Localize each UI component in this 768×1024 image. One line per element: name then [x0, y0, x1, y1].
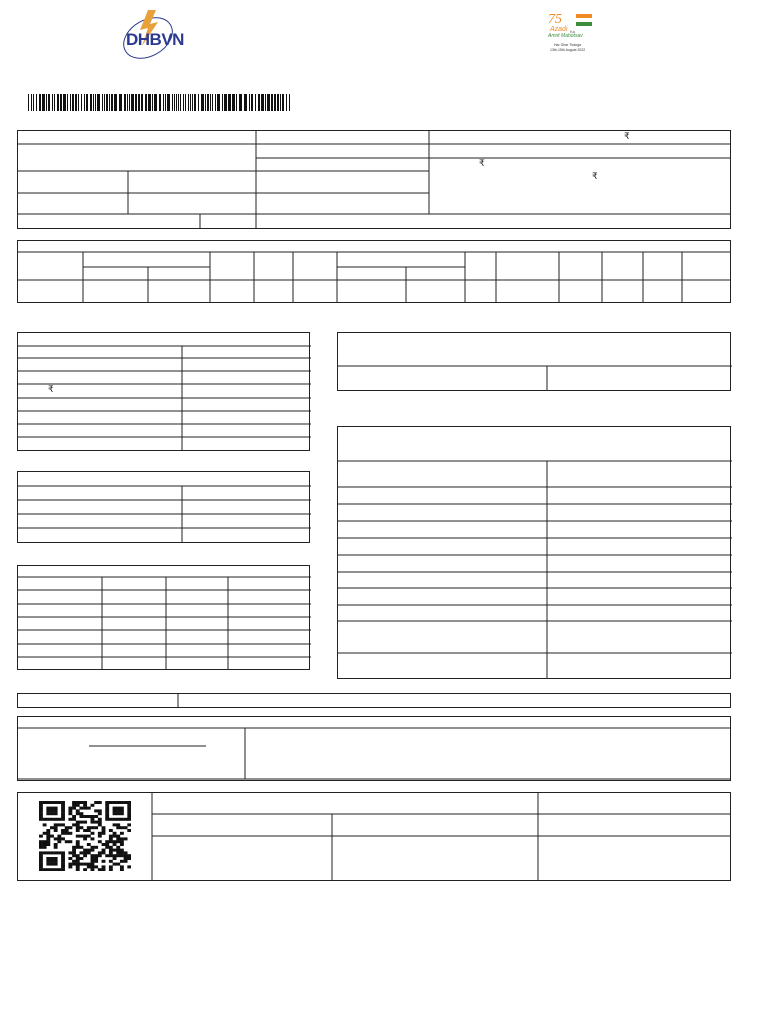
qr-code-icon	[39, 801, 131, 871]
payment-info-grid	[17, 471, 311, 544]
dhbvn-logo	[118, 8, 188, 64]
remarks-grid	[17, 693, 731, 709]
rupee-symbol: ₹	[479, 158, 485, 168]
amount-payable-section	[337, 332, 732, 392]
campaign-line1: Azadi	[550, 26, 568, 33]
signature-section	[17, 716, 731, 782]
campaign-line3: Amrit Mahotsav	[548, 33, 583, 39]
consumption-history-grid	[17, 565, 311, 671]
charges-grid	[17, 332, 311, 452]
campaign-number: 75	[548, 12, 562, 27]
bill-details-section	[337, 426, 732, 680]
rupee-symbol: ₹	[48, 384, 54, 394]
charges-section	[17, 332, 311, 452]
payment-info-section	[17, 471, 311, 544]
meter-reading-section	[17, 240, 731, 304]
flag-icon	[576, 14, 592, 26]
consumption-history-section	[17, 565, 311, 671]
bill-details-grid	[337, 426, 732, 680]
amount-payable-grid	[337, 332, 732, 392]
consumer-info-section	[17, 130, 731, 230]
campaign-dates: 13th-15th August 2022	[550, 48, 586, 52]
meter-reading-grid	[17, 240, 731, 304]
remarks-row	[17, 693, 731, 709]
barcode-icon	[28, 94, 290, 111]
rupee-symbol: ₹	[624, 131, 630, 141]
consumer-info-grid	[17, 130, 731, 230]
campaign-line2: Ka	[570, 29, 575, 34]
signature-grid	[17, 716, 731, 782]
company-logo-text: DHBVN	[126, 30, 184, 49]
azadi-ka-amrit-mahotsav-logo	[540, 12, 610, 56]
campaign-tagline: Har Ghar Tiranga	[554, 43, 582, 47]
rupee-symbol: ₹	[592, 171, 598, 181]
payment-slip-section	[17, 792, 732, 882]
